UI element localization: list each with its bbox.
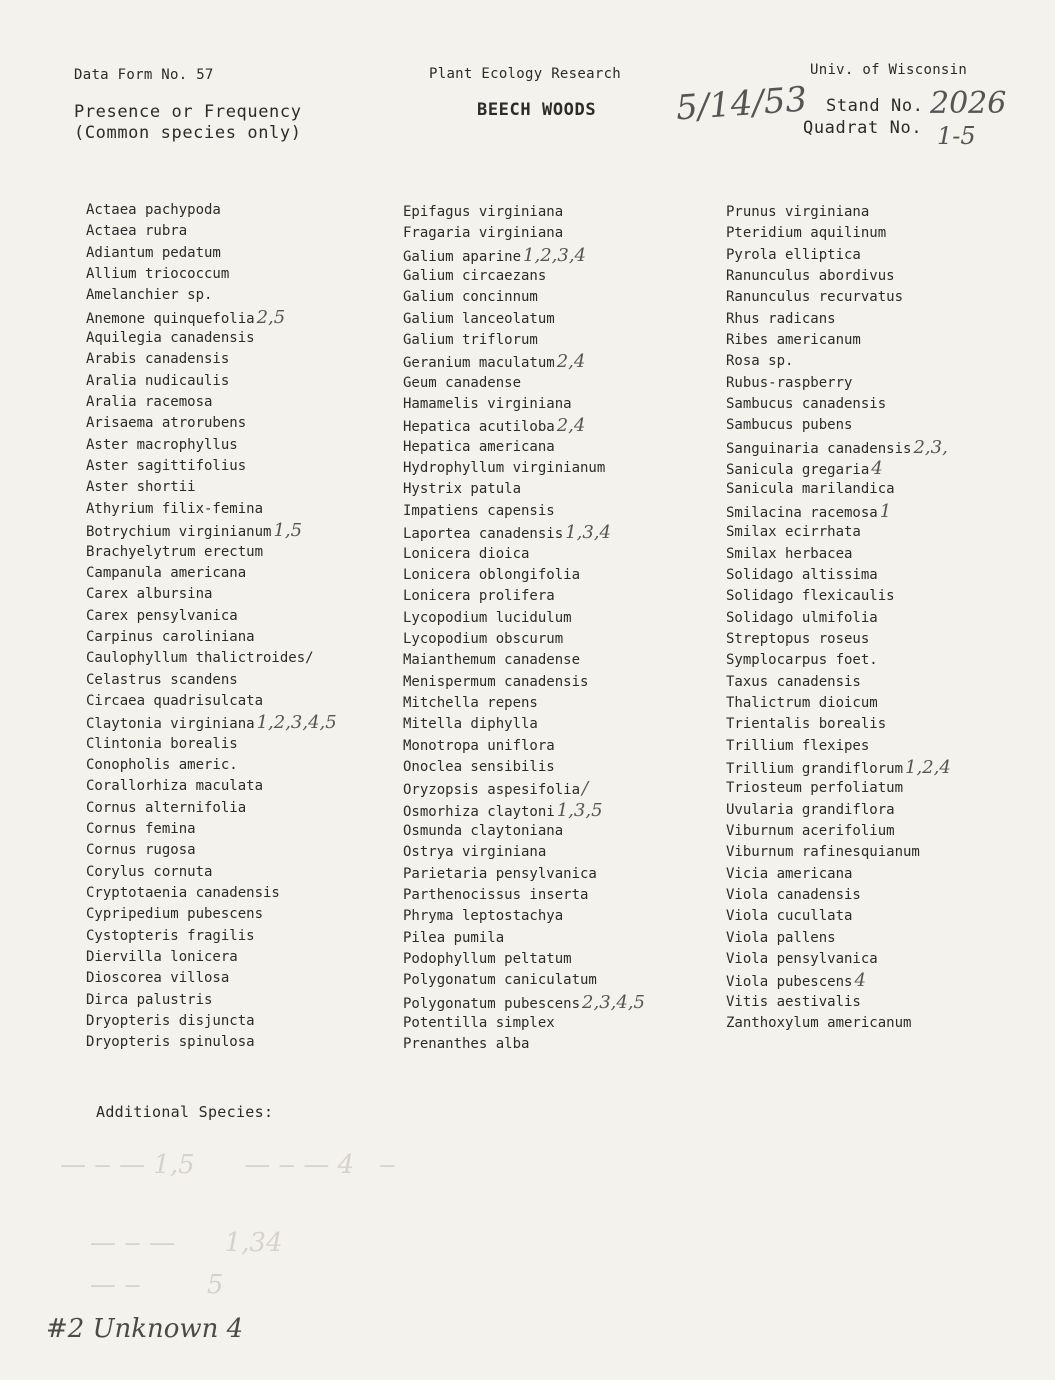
species-row	[403, 501, 645, 522]
species-name: Botrychium virginianum	[86, 524, 272, 541]
species-name: Oryzopsis aspesifolia	[403, 782, 581, 799]
species-row	[403, 885, 645, 906]
species-row	[86, 307, 337, 328]
species-name: Prenanthes alba	[403, 1036, 530, 1053]
species-name: Corallorhiza maculata	[86, 778, 264, 795]
form-number: Data Form No. 57	[74, 67, 214, 83]
species-row	[726, 992, 951, 1013]
species-name: Mitella diphylla	[403, 716, 538, 733]
species-name: Monotropa uniflora	[403, 737, 555, 754]
handwritten-date: 5/14/53	[674, 79, 809, 129]
species-name: Rhus radicans	[726, 310, 836, 327]
species-name: Potentilla simplex	[403, 1015, 555, 1032]
species-row	[403, 650, 645, 671]
species-name: Hydrophyllum virginianum	[403, 460, 606, 477]
species-row	[403, 928, 645, 949]
species-row	[86, 734, 337, 755]
species-name: Dirca palustris	[86, 991, 213, 1008]
form-subtitle-line1: Presence or Frequency	[74, 102, 302, 122]
species-row	[726, 373, 951, 394]
species-name: Ribes americanum	[726, 332, 861, 349]
species-row	[726, 266, 951, 287]
species-name: Arabis canadensis	[86, 351, 230, 368]
species-row	[726, 608, 951, 629]
species-row	[403, 479, 645, 500]
species-row	[726, 394, 951, 415]
species-name: Pteridium aquilinum	[726, 225, 887, 242]
handwritten-frequency-note: 2,4	[556, 351, 586, 373]
species-row	[86, 435, 337, 456]
erased-handwriting-2: — ‒ — 1,34	[90, 1228, 283, 1258]
species-row	[726, 351, 951, 372]
species-row	[726, 672, 951, 693]
species-name: Anemone quinquefolia	[86, 310, 255, 327]
handwritten-frequency-note: 2,3,	[913, 436, 948, 458]
species-name: Cornus rugosa	[86, 842, 196, 859]
species-name: Osmunda claytoniana	[403, 822, 564, 839]
species-row	[726, 714, 951, 735]
species-row	[403, 714, 645, 735]
species-name: Viburnum acerifolium	[726, 822, 895, 839]
species-row	[726, 437, 951, 458]
species-row	[86, 627, 337, 648]
species-row	[403, 842, 645, 863]
species-name: Sambucus pubens	[726, 417, 853, 434]
species-name: Hepatica americana	[403, 438, 555, 455]
species-name: Trillium grandiflorum	[726, 760, 904, 777]
species-row	[86, 883, 337, 904]
species-row	[86, 477, 337, 498]
species-row	[403, 970, 645, 991]
species-row	[726, 800, 951, 821]
species-row	[86, 776, 337, 797]
species-row	[403, 949, 645, 970]
species-row	[726, 309, 951, 330]
species-row	[726, 650, 951, 671]
species-row	[726, 928, 951, 949]
species-name: Dryopteris spinulosa	[86, 1034, 255, 1051]
species-name: Smilacina racemosa	[726, 504, 878, 521]
species-row	[403, 906, 645, 927]
species-row	[403, 1013, 645, 1034]
species-name: Solidago altissima	[726, 566, 878, 583]
species-row	[726, 330, 951, 351]
species-name: Geum canadense	[403, 374, 522, 391]
handwritten-frequency-note: 1,3,4	[565, 522, 611, 544]
species-name: Viburnum rafinesquianum	[726, 844, 920, 861]
species-row	[403, 565, 645, 586]
quadrat-label: Quadrat No.	[803, 118, 923, 138]
handwritten-frequency-note: 2,5	[256, 306, 286, 328]
species-row	[726, 736, 951, 757]
species-name: Onoclea sensibilis	[403, 758, 555, 775]
species-name: Aster macrophyllus	[86, 436, 238, 453]
species-name: Streptopus roseus	[726, 630, 870, 647]
species-name: Actaea pachypoda	[86, 202, 221, 218]
species-row	[86, 947, 337, 968]
species-name: Ostrya virginiana	[403, 844, 547, 861]
species-name: Taxus canadensis	[726, 673, 861, 690]
species-row	[726, 245, 951, 266]
species-row	[403, 266, 645, 287]
species-row	[86, 264, 337, 285]
species-row	[86, 712, 337, 733]
species-row	[403, 608, 645, 629]
species-row	[403, 672, 645, 693]
handwritten-frequency-note: 1,2,3,4	[523, 244, 586, 266]
species-name: Sanguinaria canadensis	[726, 440, 912, 457]
species-name: Aquilegia canadensis	[86, 330, 255, 347]
handwritten-frequency-note: 2,4	[556, 415, 586, 437]
handwritten-frequency-note: 4	[854, 970, 866, 992]
species-name: Dioscorea villosa	[86, 970, 230, 987]
university-name: Univ. of Wisconsin	[810, 62, 968, 78]
species-row	[726, 864, 951, 885]
form-subtitle-line2: (Common species only)	[74, 123, 302, 143]
species-name: Viola pubescens	[726, 974, 853, 991]
species-row	[86, 798, 337, 819]
handwritten-frequency-note: 1,2,3,4,5	[256, 712, 337, 734]
species-row	[403, 394, 645, 415]
page-title: BEECH WOODS	[477, 100, 597, 120]
species-row	[403, 437, 645, 458]
species-name: Brachyelytrum erectum	[86, 543, 264, 560]
species-name: Carex albursina	[86, 586, 213, 603]
species-name: Mitchella repens	[403, 694, 538, 711]
species-column-1	[86, 200, 337, 1054]
species-name: Rosa sp.	[726, 353, 794, 370]
species-name: Vicia americana	[726, 865, 853, 882]
handwritten-frequency-note: 1	[879, 500, 892, 522]
species-name: Cypripedium pubescens	[86, 906, 264, 923]
species-row	[86, 819, 337, 840]
species-row	[86, 968, 337, 989]
species-row	[726, 223, 951, 244]
species-row	[403, 800, 645, 821]
species-row	[726, 842, 951, 863]
species-name: Trientalis borealis	[726, 716, 887, 733]
species-name: Galium concinnum	[403, 289, 538, 306]
species-name: Circaea quadrisulcata	[86, 692, 264, 709]
species-row	[403, 821, 645, 842]
species-name: Pilea pumila	[403, 929, 505, 946]
species-name: Zanthoxylum americanum	[726, 1015, 912, 1032]
species-name: Adiantum pedatum	[86, 244, 221, 261]
species-row	[726, 970, 951, 991]
species-name: Parietaria pensylvanica	[403, 865, 597, 882]
species-row	[86, 243, 337, 264]
handwritten-frequency-note: 2,3,4,5	[582, 991, 645, 1013]
species-name: Laportea canadensis	[403, 526, 564, 543]
species-row	[726, 415, 951, 436]
species-name: Galium aparine	[403, 248, 522, 265]
species-name: Lycopodium obscurum	[403, 630, 564, 647]
species-row	[726, 544, 951, 565]
species-row	[403, 415, 645, 436]
species-row	[86, 691, 337, 712]
additional-species-label: Additional Species:	[96, 1103, 274, 1121]
species-name: Osmorhiza claytoni	[403, 803, 555, 820]
species-row	[86, 413, 337, 434]
species-row	[403, 992, 645, 1013]
species-row	[403, 864, 645, 885]
handwritten-additional-entry: #2 Unknown 4	[46, 1314, 244, 1344]
species-name: Maianthemum canadense	[403, 652, 581, 669]
species-name: Geranium maculatum	[403, 355, 555, 372]
species-name: Lycopodium lucidulum	[403, 609, 572, 626]
species-name: Cornus alternifolia	[86, 799, 247, 816]
organization-name: Plant Ecology Research	[429, 66, 622, 82]
species-row	[403, 287, 645, 308]
species-row	[403, 223, 645, 244]
species-name: Sanicula gregaria	[726, 462, 870, 479]
species-name: Lonicera oblongifolia	[403, 566, 581, 583]
handwritten-frequency-note: 1,5	[273, 520, 303, 542]
species-name: Polygonatum pubescens	[403, 995, 581, 1012]
species-name: Solidago ulmifolia	[726, 609, 878, 626]
species-name: Galium triflorum	[403, 332, 538, 349]
species-row	[86, 456, 337, 477]
species-name: Hamamelis virginiana	[403, 396, 572, 413]
species-name: Celastrus scandens	[86, 671, 238, 688]
species-column-2	[403, 202, 645, 1056]
species-row	[86, 520, 337, 541]
species-name: Rubus-raspberry	[726, 374, 853, 391]
species-row	[726, 287, 951, 308]
species-row	[86, 371, 337, 392]
species-name: Galium circaezans	[403, 268, 547, 285]
species-row	[86, 349, 337, 370]
species-name: Impatiens capensis	[403, 502, 555, 519]
species-row	[403, 458, 645, 479]
species-name: Polygonatum caniculatum	[403, 972, 597, 989]
handwritten-frequency-note: /	[582, 778, 589, 800]
species-name: Arisaema atrorubens	[86, 415, 247, 432]
species-row	[726, 757, 951, 778]
species-name: Dryopteris disjuncta	[86, 1013, 255, 1030]
species-name: Ranunculus recurvatus	[726, 289, 904, 306]
species-row	[403, 202, 645, 223]
handwritten-frequency-note: 4	[871, 458, 883, 480]
species-row	[86, 285, 337, 306]
species-name: Lonicera dioica	[403, 545, 530, 562]
species-row	[403, 330, 645, 351]
species-name: Viola pensylvanica	[726, 951, 878, 968]
species-name: Viola cucullata	[726, 908, 853, 925]
species-name: Carpinus caroliniana	[86, 628, 255, 645]
species-name: Aster shortii	[86, 479, 196, 496]
species-name: Phryma leptostachya	[403, 908, 564, 925]
species-row	[86, 904, 337, 925]
species-row	[403, 757, 645, 778]
species-row	[726, 885, 951, 906]
species-row	[403, 309, 645, 330]
species-row	[726, 565, 951, 586]
species-name: Symplocarpus foet.	[726, 652, 878, 669]
species-row	[86, 1011, 337, 1032]
species-name: Trillium flexipes	[726, 737, 870, 754]
species-row	[726, 693, 951, 714]
species-row	[403, 522, 645, 543]
species-name: Menispermum canadensis	[403, 673, 589, 690]
species-name: Aralia racemosa	[86, 394, 213, 411]
species-row	[86, 926, 337, 947]
species-name: Triosteum perfoliatum	[726, 780, 904, 797]
species-row	[86, 221, 337, 242]
species-name: Hystrix patula	[403, 481, 522, 498]
species-row	[726, 501, 951, 522]
species-name: Athyrium filix-femina	[86, 500, 264, 517]
species-name: Amelanchier sp.	[86, 287, 213, 304]
species-row	[726, 479, 951, 500]
species-row	[86, 392, 337, 413]
species-name: Solidago flexicaulis	[726, 588, 895, 605]
species-name: Aster sagittifolius	[86, 458, 247, 475]
species-row	[86, 563, 337, 584]
species-row	[403, 544, 645, 565]
stand-value: 2026	[930, 86, 1007, 121]
species-name: Vitis aestivalis	[726, 993, 861, 1010]
species-row	[86, 328, 337, 349]
species-name: Claytonia virginiana	[86, 716, 255, 733]
species-row	[86, 990, 337, 1011]
species-row	[403, 736, 645, 757]
species-name: Thalictrum dioicum	[726, 694, 878, 711]
species-name: Fragaria virginiana	[403, 225, 564, 242]
species-row	[726, 821, 951, 842]
species-name: Cryptotaenia canadensis	[86, 885, 280, 901]
species-name: Epifagus virginiana	[403, 204, 564, 220]
species-name: Viola canadensis	[726, 887, 861, 903]
species-row	[403, 1034, 645, 1055]
species-row	[86, 648, 337, 669]
species-row	[86, 840, 337, 861]
species-row	[403, 245, 645, 266]
species-name: Uvularia grandiflora	[726, 801, 895, 818]
species-name: Lonicera prolifera	[403, 588, 555, 605]
species-row	[86, 1032, 337, 1053]
species-row	[86, 542, 337, 563]
species-name: Carex pensylvanica	[86, 607, 238, 624]
species-row	[403, 778, 645, 799]
species-row	[86, 499, 337, 520]
species-row	[726, 778, 951, 799]
stand-label: Stand No.	[826, 96, 924, 116]
species-name: Viola pallens	[726, 929, 836, 946]
species-name: Campanula americana	[86, 564, 247, 581]
species-row	[726, 1013, 951, 1034]
species-name: Smilax ecirrhata	[726, 524, 861, 541]
species-row	[726, 522, 951, 543]
species-name: Sanicula marilandica	[726, 481, 895, 498]
species-row	[403, 586, 645, 607]
species-row	[726, 458, 951, 479]
species-row	[403, 373, 645, 394]
species-row	[726, 949, 951, 970]
species-name: Cornus femina	[86, 820, 196, 837]
handwritten-frequency-note: 1,2,4	[905, 756, 951, 778]
species-name: Conopholis americ.	[86, 756, 238, 773]
species-row	[86, 606, 337, 627]
species-name: Podophyllum peltatum	[403, 951, 572, 968]
species-name: Actaea rubra	[86, 223, 188, 240]
species-name: Clintonia borealis	[86, 735, 238, 752]
species-column-3	[726, 202, 951, 1034]
species-row	[726, 906, 951, 927]
species-name: Corylus cornuta	[86, 863, 213, 880]
species-name: Cystopteris fragilis	[86, 927, 255, 944]
species-row	[86, 755, 337, 776]
species-row	[86, 200, 337, 221]
species-name: Sambucus canadensis	[726, 396, 887, 413]
species-name: Parthenocissus inserta	[403, 887, 589, 903]
erased-handwriting: — ‒ — 1,5 — ‒ — 4 ‒	[60, 1150, 396, 1180]
erased-handwriting-3: — ‒ 5	[90, 1270, 224, 1300]
species-row	[403, 351, 645, 372]
species-row	[403, 629, 645, 650]
species-name: Smilax herbacea	[726, 545, 853, 562]
species-row	[726, 629, 951, 650]
species-name: Aralia nudicaulis	[86, 372, 230, 389]
species-name: Prunus virginiana	[726, 204, 870, 220]
species-row	[86, 584, 337, 605]
species-name: Caulophyllum thalictroides/	[86, 650, 314, 667]
species-name: Galium lanceolatum	[403, 310, 555, 327]
species-row	[86, 862, 337, 883]
species-row	[403, 693, 645, 714]
quadrat-value: 1-5	[937, 122, 976, 150]
species-name: Ranunculus abordivus	[726, 268, 895, 285]
species-name: Allium triococcum	[86, 266, 230, 283]
species-name: Pyrola elliptica	[726, 246, 861, 263]
species-row	[86, 670, 337, 691]
species-name: Hepatica acutiloba	[403, 419, 555, 436]
species-row	[726, 202, 951, 223]
handwritten-frequency-note: 1,3,5	[556, 799, 603, 821]
species-row	[726, 586, 951, 607]
species-name: Diervilla lonicera	[86, 949, 238, 966]
